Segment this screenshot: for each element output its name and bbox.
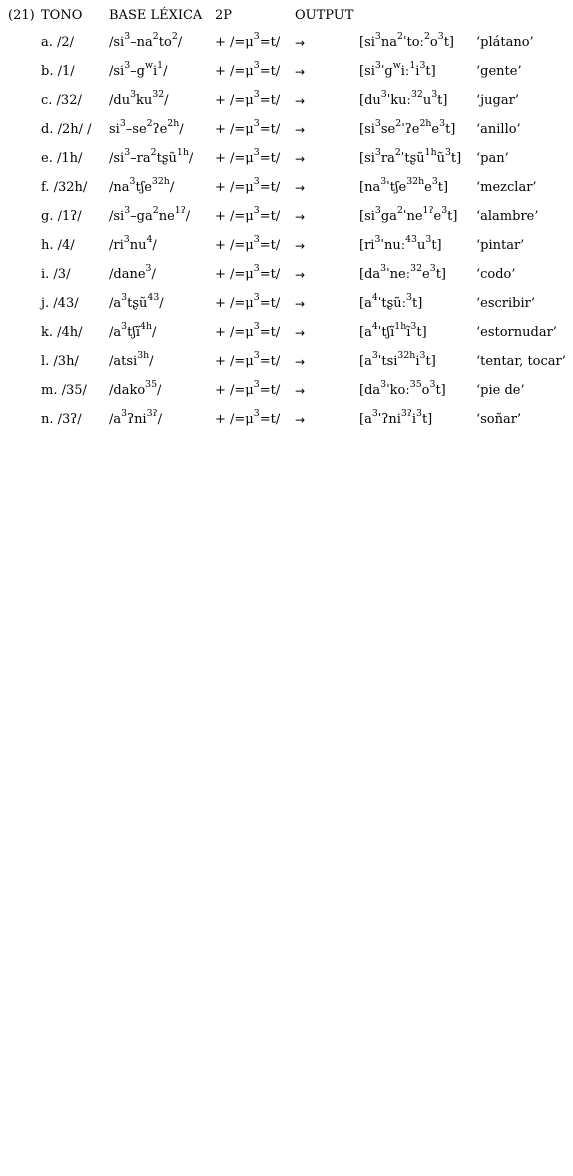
row-gloss: ‘mezclar’ xyxy=(476,180,537,195)
right-arrow-icon: → xyxy=(295,326,306,340)
row-2p: + $/=\mu^3=t/$ xyxy=(215,205,281,224)
row-2p: + $/=\mu^3=t/$ xyxy=(215,89,281,108)
header-tone: TONO xyxy=(41,8,83,23)
row-base-lexica: $/du^3ku^{32}/$ xyxy=(109,89,169,108)
row-tone: k. /4h/ xyxy=(41,325,83,340)
row-tone: a. /2/ xyxy=(41,35,75,50)
example-row xyxy=(0,232,573,261)
row-output: $[si^3ˈg^wiː^1i^3t]$ xyxy=(359,60,436,79)
row-2p: + $/=\mu^3=t/$ xyxy=(215,176,281,195)
row-gloss: ‘soñar’ xyxy=(476,412,522,427)
row-2p: + $/=\mu^3=t/$ xyxy=(215,321,281,340)
row-gloss: ‘gente’ xyxy=(476,64,522,79)
row-2p: + $/=\mu^3=t/$ xyxy=(215,60,281,79)
example-row xyxy=(0,87,573,116)
row-tone: i. /3/ xyxy=(41,267,71,282)
right-arrow-icon: → xyxy=(295,123,306,137)
row-output: $[a^3ˈtsi^{32h}i^3t]$ xyxy=(359,350,436,369)
row-gloss: ‘pan’ xyxy=(476,151,509,166)
row-2p: + $/=\mu^3=t/$ xyxy=(215,408,281,427)
row-base-lexica: $/a^3ʔni^{3ʔ}/$ xyxy=(109,408,162,427)
row-gloss: ‘escribir’ xyxy=(476,296,535,311)
right-arrow-icon: → xyxy=(295,297,306,311)
row-tone: d. /2h/ / xyxy=(41,122,92,137)
row-tone: n. /3ʔ/ xyxy=(41,412,82,427)
row-tone: b. /1/ xyxy=(41,64,75,79)
row-base-lexica: $/si^3-g^wi^1/$ xyxy=(109,60,168,79)
row-base-lexica: $/a^3tʃĩ^{4h}/$ xyxy=(109,321,157,340)
example-row xyxy=(0,261,573,290)
right-arrow-icon: → xyxy=(295,268,306,282)
row-gloss: ‘pie de’ xyxy=(476,383,525,398)
row-base-lexica: $/ri^3nu^4/$ xyxy=(109,234,157,253)
example-row xyxy=(0,406,573,435)
right-arrow-icon: → xyxy=(295,36,306,50)
row-tone: m. /35/ xyxy=(41,383,87,398)
row-gloss: ‘pintar’ xyxy=(476,238,525,253)
header-row xyxy=(0,0,573,29)
example-row xyxy=(0,145,573,174)
row-2p: + $/=\mu^3=t/$ xyxy=(215,379,281,398)
right-arrow-icon: → xyxy=(295,239,306,253)
example-row xyxy=(0,319,573,348)
row-base-lexica: $si^3-se^2ʔe^{2h}/$ xyxy=(109,118,184,137)
example-row xyxy=(0,203,573,232)
right-arrow-icon: → xyxy=(295,94,306,108)
row-base-lexica: $/si^3-ga^2ne^{1ʔ}/$ xyxy=(109,205,191,224)
example-rows xyxy=(0,29,573,435)
right-arrow-icon: → xyxy=(295,413,306,427)
row-output: $[a^4ˈtʃĩ^{1h}ĩ^3t]$ xyxy=(359,321,427,340)
example-row xyxy=(0,29,573,58)
row-tone: j. /43/ xyxy=(41,296,79,311)
row-output: $[ri^3ˈnuː^{43}u^3t]$ xyxy=(359,234,442,253)
row-output: $[du^3ˈkuː^{32}u^3t]$ xyxy=(359,89,448,108)
row-gloss: ‘estornudar’ xyxy=(476,325,557,340)
row-2p: + $/=\mu^3=t/$ xyxy=(215,350,281,369)
right-arrow-icon: → xyxy=(295,210,306,224)
example-number: (21) xyxy=(8,8,35,23)
row-output: $[a^3ˈʔni^{3ʔ}i^3t]$ xyxy=(359,408,433,427)
row-gloss: ‘plátano’ xyxy=(476,35,534,50)
example-row xyxy=(0,290,573,319)
header-base: BASE LÉXICA xyxy=(109,8,203,23)
row-output: $[si^3na^2ˈtoː^2o^3t]$ xyxy=(359,31,454,50)
right-arrow-icon: → xyxy=(295,152,306,166)
right-arrow-icon: → xyxy=(295,355,306,369)
row-output: $[da^3ˈkoː^{35}o^3t]$ xyxy=(359,379,446,398)
row-base-lexica: /atsi$^{3h}$/ xyxy=(109,350,154,369)
row-output: $[na^3ˈtʃe^{32h}e^3t]$ xyxy=(359,176,449,195)
row-output: $[da^3ˈneː^{32}e^3t]$ xyxy=(359,263,446,282)
row-tone: e. /1h/ xyxy=(41,151,83,166)
row-tone: l. /3h/ xyxy=(41,354,79,369)
row-tone: c. /32/ xyxy=(41,93,82,108)
row-tone: f. /32h/ xyxy=(41,180,88,195)
right-arrow-icon: → xyxy=(295,181,306,195)
row-base-lexica: $/si^3-na^2to^2/$ xyxy=(109,31,183,50)
row-base-lexica: $/si^3-ra^2tʂũ^{1h}/$ xyxy=(109,147,194,166)
row-gloss: ‘tentar, tocar’ xyxy=(476,354,566,369)
row-2p: + $/=\mu^3=t/$ xyxy=(215,234,281,253)
row-gloss: ‘jugar’ xyxy=(476,93,519,108)
row-base-lexica: $/na^3tʃe^{32h}/$ xyxy=(109,176,175,195)
row-output: $[si^3ra^2ˈtʂũ^{1h}ũ^3t]$ xyxy=(359,147,462,166)
example-row xyxy=(0,58,573,87)
right-arrow-icon: → xyxy=(295,384,306,398)
row-gloss: ‘codo’ xyxy=(476,267,516,282)
example-table xyxy=(0,0,573,435)
example-row xyxy=(0,174,573,203)
row-tone: h. /4/ xyxy=(41,238,75,253)
header-2p: 2P xyxy=(215,8,233,23)
row-gloss: ‘alambre’ xyxy=(476,209,539,224)
row-2p: + $/=\mu^3=t/$ xyxy=(215,263,281,282)
row-base-lexica: /dane$^3$/ xyxy=(109,263,156,282)
row-output: $[si^3se^2ˈʔe^{2h}e^3t]$ xyxy=(359,118,456,137)
row-gloss: ‘anillo’ xyxy=(476,122,521,137)
header-output: OUTPUT xyxy=(295,8,354,23)
right-arrow-icon: → xyxy=(295,65,306,79)
example-row xyxy=(0,377,573,406)
example-row xyxy=(0,116,573,145)
row-2p: + $/=\mu^3=t/$ xyxy=(215,31,281,50)
row-2p: + $/=\mu^3=t/$ xyxy=(215,147,281,166)
row-base-lexica: /dako$^{35}$/ xyxy=(109,379,162,398)
row-output: $[si^3ga^2ˈne^{1ʔ}e^3t]$ xyxy=(359,205,458,224)
example-row xyxy=(0,348,573,377)
row-2p: + $/=\mu^3=t/$ xyxy=(215,118,281,137)
row-base-lexica: $/a^3tʂũ^{43}/$ xyxy=(109,292,164,311)
row-output: $[a^4ˈtʂũː^3t]$ xyxy=(359,292,423,311)
row-2p: + $/=\mu^3=t/$ xyxy=(215,292,281,311)
row-tone: g. /1ʔ/ xyxy=(41,209,82,224)
